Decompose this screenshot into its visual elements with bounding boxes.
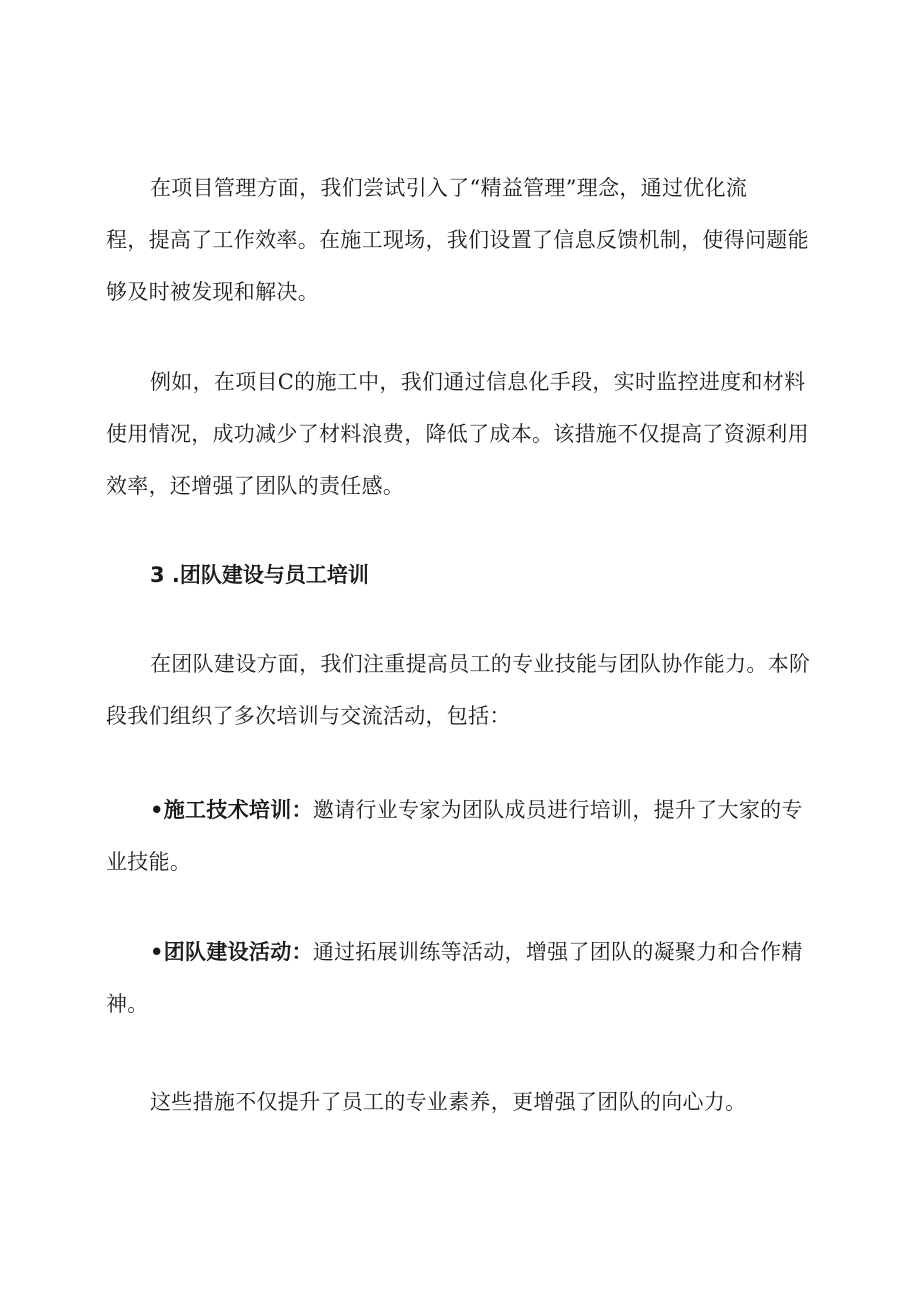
bullet-line-2: 业技能。 [106,850,192,874]
paragraph-line-2: 段我们组织了多次培训与交流活动，包括： [106,704,511,728]
paragraph-project-c [106,356,828,512]
paragraph-conclusion: 这些措施不仅提升了员工的专业素养，更增强了团队的向心力。 [150,1090,747,1114]
paragraph-line-2: 使用情况，成功减少了材料浪费，降低了成本。该措施不仅提高了资源利用 [106,422,809,446]
paragraph-line-3: 够及时被发现和解决。 [106,280,319,304]
paragraph-line-1: 在团队建设方面，我们注重提高员工的专业技能与团队协作能力。本阶 [150,652,811,676]
paragraph-line-3: 效率，还增强了团队的责任感。 [106,474,405,498]
paragraph-line-1: 在项目管理方面，我们尝试引入了“精益管理”理念，通过优化流 [150,176,748,200]
section-heading: 3 .团队建设与员工培训 [150,563,369,587]
bullet-lead: •团队建设活动： [150,940,313,964]
bullet-item [106,926,828,1030]
bullet-lead: •施工技术培训： [150,798,313,822]
paragraph-line-1: 例如，在项目C的施工中，我们通过信息化手段，实时监控进度和材料 [150,370,806,394]
bullet-item [106,784,828,888]
bullet-line-1: •团队建设活动：通过拓展训练等活动，增强了团队的凝聚力和合作精 [150,940,803,964]
paragraph-lean-management [106,162,828,318]
paragraph-line-2: 程，提高了工作效率。在施工现场，我们设置了信息反馈机制，使得问题能 [106,228,809,252]
bullet-line-1: •施工技术培训：邀请行业专家为团队成员进行培训，提升了大家的专 [150,798,803,822]
paragraph-team-building [106,638,828,742]
bullet-line-2: 神。 [106,992,149,1016]
